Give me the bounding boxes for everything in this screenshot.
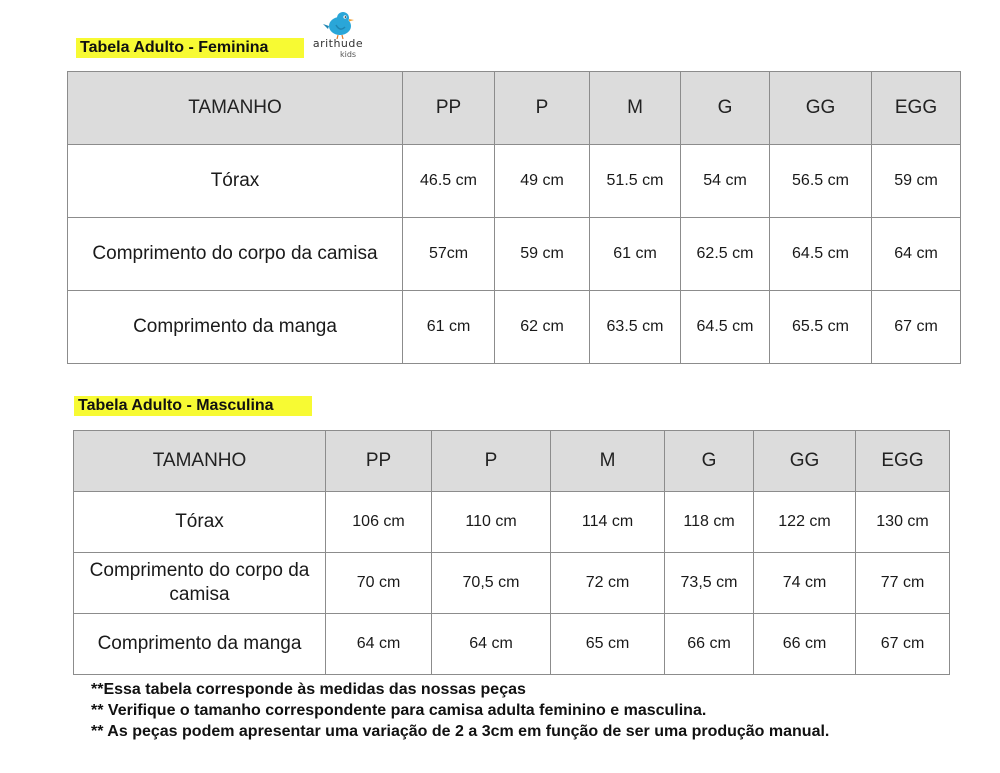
row-label: Tórax xyxy=(68,145,403,218)
header-cell: EGG xyxy=(856,431,950,492)
header-cell: M xyxy=(551,431,665,492)
row-label: Comprimento do corpo da camisa xyxy=(68,218,403,291)
row-label: Tórax xyxy=(74,492,326,553)
header-cell: TAMANHO xyxy=(74,431,326,492)
table-row xyxy=(68,291,961,364)
table-cell: 114 cm xyxy=(551,492,665,553)
table-cell: 77 cm xyxy=(856,553,950,614)
logo-subtext: kids xyxy=(340,50,357,59)
heading-feminina: Tabela Adulto - Feminina xyxy=(76,38,304,58)
table-cell: 65 cm xyxy=(551,614,665,675)
table-row xyxy=(74,492,950,553)
table-row xyxy=(74,614,950,675)
table-cell: 61 cm xyxy=(590,218,681,291)
table-cell: 130 cm xyxy=(856,492,950,553)
table-cell: 64.5 cm xyxy=(681,291,770,364)
table-cell: 64 cm xyxy=(326,614,432,675)
table-cell: 63.5 cm xyxy=(590,291,681,364)
table-cell: 106 cm xyxy=(326,492,432,553)
row-label: Comprimento da manga xyxy=(74,614,326,675)
heading-masculina: Tabela Adulto - Masculina xyxy=(74,396,312,416)
footnotes xyxy=(91,679,829,742)
table-cell: 54 cm xyxy=(681,145,770,218)
table-cell: 67 cm xyxy=(872,291,961,364)
table-cell: 62 cm xyxy=(495,291,590,364)
table-row xyxy=(74,553,950,614)
size-table-feminina xyxy=(67,71,961,364)
table-header-row xyxy=(68,72,961,145)
table-row xyxy=(68,145,961,218)
header-cell: GG xyxy=(770,72,872,145)
table-row xyxy=(68,218,961,291)
table-cell: 66 cm xyxy=(754,614,856,675)
header-cell: GG xyxy=(754,431,856,492)
table-header-row xyxy=(74,431,950,492)
table-cell: 110 cm xyxy=(432,492,551,553)
table-cell: 67 cm xyxy=(856,614,950,675)
table-cell: 74 cm xyxy=(754,553,856,614)
header-cell: M xyxy=(590,72,681,145)
size-table-masculina xyxy=(73,430,950,675)
brand-logo xyxy=(310,8,366,62)
header-cell: EGG xyxy=(872,72,961,145)
header-cell: TAMANHO xyxy=(68,72,403,145)
table-cell: 70,5 cm xyxy=(432,553,551,614)
header-cell: G xyxy=(681,72,770,145)
table-cell: 64 cm xyxy=(432,614,551,675)
table-cell: 64.5 cm xyxy=(770,218,872,291)
header-cell: G xyxy=(665,431,754,492)
table-cell: 49 cm xyxy=(495,145,590,218)
row-label: Comprimento da manga xyxy=(68,291,403,364)
header-cell: P xyxy=(495,72,590,145)
table-cell: 51.5 cm xyxy=(590,145,681,218)
logo-text: arithude xyxy=(312,37,364,50)
table-cell: 122 cm xyxy=(754,492,856,553)
table-cell: 57cm xyxy=(403,218,495,291)
table-cell: 64 cm xyxy=(872,218,961,291)
table-cell: 65.5 cm xyxy=(770,291,872,364)
table-cell: 66 cm xyxy=(665,614,754,675)
bird-icon xyxy=(310,8,366,40)
table-cell: 73,5 cm xyxy=(665,553,754,614)
header-cell: P xyxy=(432,431,551,492)
table-cell: 62.5 cm xyxy=(681,218,770,291)
footnote: ** Verifique o tamanho correspondente para camisa adulta feminino e masculina. xyxy=(91,702,707,719)
header-cell: PP xyxy=(403,72,495,145)
table-cell: 70 cm xyxy=(326,553,432,614)
table-cell: 72 cm xyxy=(551,553,665,614)
footnote: **Essa tabela corresponde às medidas das nossas peças xyxy=(91,681,526,698)
footnote: ** As peças podem apresentar uma variação de 2 a 3cm em função de ser uma produção manual. xyxy=(91,723,830,740)
table-cell: 61 cm xyxy=(403,291,495,364)
table-cell: 56.5 cm xyxy=(770,145,872,218)
header-cell: PP xyxy=(326,431,432,492)
table-cell: 46.5 cm xyxy=(403,145,495,218)
row-label: Comprimento do corpo da camisa xyxy=(74,553,326,614)
table-cell: 59 cm xyxy=(872,145,961,218)
table-cell: 59 cm xyxy=(495,218,590,291)
table-cell: 118 cm xyxy=(665,492,754,553)
